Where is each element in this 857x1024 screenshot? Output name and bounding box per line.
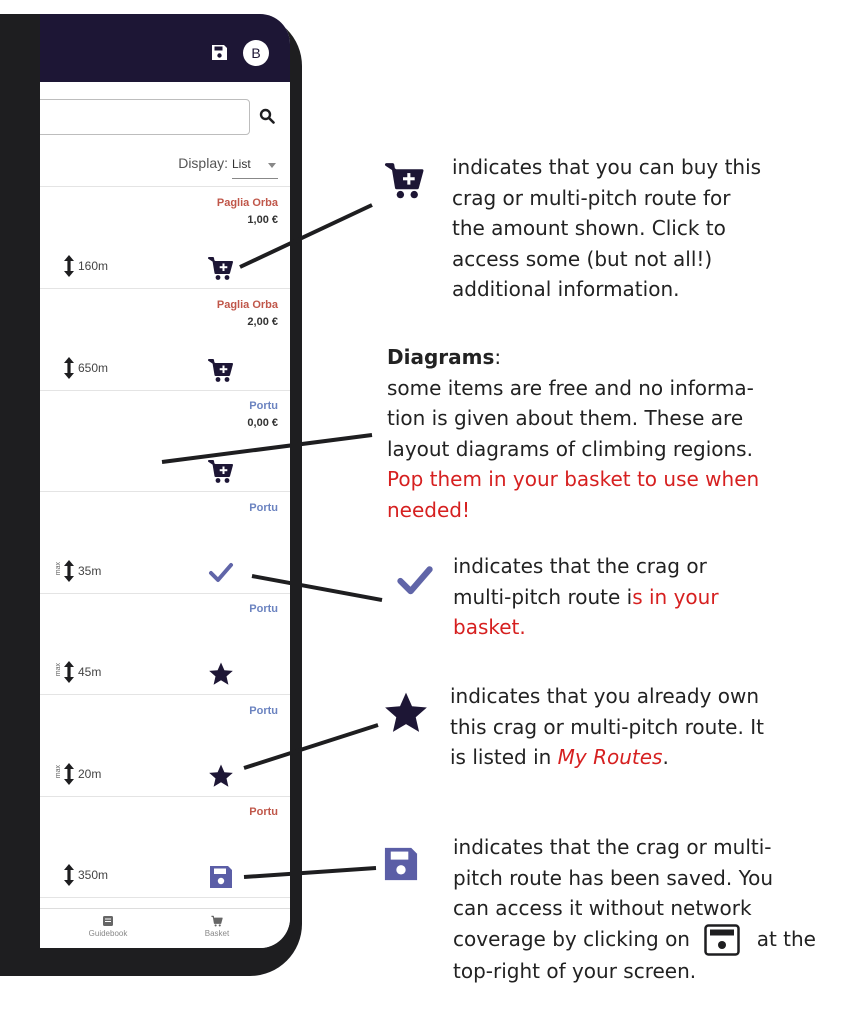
nav-basket-label: Basket <box>204 929 230 938</box>
route-region: Paglia Orba <box>216 298 278 311</box>
floppy-disk-icon <box>704 924 740 956</box>
route-height-value: 350m <box>78 868 109 882</box>
height-max-label: max <box>55 764 62 778</box>
callout-owned <box>450 681 764 773</box>
callout-diagrams-red-line: Pop them in your basket to use when <box>387 467 760 491</box>
cart-plus-icon <box>382 160 428 200</box>
callout-diagrams <box>387 342 759 525</box>
callout-saved-line: at the <box>756 926 816 951</box>
callout-owned-line: indicates that you already own <box>450 684 760 708</box>
callout-diagrams-colon: : <box>494 345 502 369</box>
route-price: 0,00 € <box>247 417 278 429</box>
route-height-value: 45m <box>78 665 102 679</box>
route-region: Portu <box>249 704 278 717</box>
leader-line-buy <box>240 205 372 267</box>
route-region: Portu <box>249 603 278 615</box>
display-mode-value: List <box>232 157 251 171</box>
display-label: Display: <box>178 155 228 171</box>
callout-basket-red: s in your <box>632 584 719 609</box>
callout-buy-line: the amount shown. Click to <box>452 216 726 240</box>
callout-basket-line: indicates that the crag or <box>453 554 707 578</box>
callout-buy <box>452 152 761 305</box>
callout-saved-line: can access it without network <box>453 896 752 920</box>
route-height-value: 20m <box>78 766 102 781</box>
leader-line-owned <box>244 725 378 768</box>
leader-line-diagrams <box>162 435 372 462</box>
callout-owned-line: this crag or multi-pitch route. It <box>450 714 764 739</box>
callout-owned-line: is listed in <box>450 745 558 769</box>
callout-saved-line: pitch route has been saved. You <box>453 865 774 890</box>
leader-line-saved <box>244 868 376 877</box>
callout-saved-line: indicates that the crag or multi- <box>453 835 772 859</box>
nav-guidebook-label: Guidebook <box>88 929 128 938</box>
callout-buy-line: indicates that you can buy this <box>452 155 762 179</box>
callout-saved <box>453 832 816 987</box>
route-height-value: 35m <box>78 563 102 578</box>
my-routes-label: My Routes <box>557 745 663 769</box>
leader-line-basket <box>252 576 382 600</box>
route-height-value: 650m <box>78 360 109 375</box>
callout-buy-line: access some (but not all!) <box>452 246 713 271</box>
height-max-label: max <box>55 663 62 677</box>
callout-saved-line: top-right of your screen. <box>453 959 697 983</box>
star-icon <box>382 690 430 736</box>
route-region: Portu <box>249 806 278 818</box>
route-region: Portu <box>249 501 278 514</box>
callout-diagrams-line: layout diagrams of climbing regions. <box>387 436 753 461</box>
callout-saved-line: coverage by clicking on <box>453 926 690 951</box>
callout-basket-line: multi-pitch route i <box>453 584 633 609</box>
check-icon <box>392 562 438 600</box>
route-height-value: 160m <box>78 259 109 273</box>
route-price: 2,00 € <box>247 315 278 328</box>
callout-diagrams-line: tion is given about them. These are <box>387 406 744 430</box>
height-max-label: max <box>55 561 62 575</box>
route-price: 1,00 € <box>247 214 278 226</box>
user-avatar[interactable]: B <box>243 40 269 66</box>
callout-diagrams-title: Diagrams <box>387 345 495 369</box>
callout-basket-red: basket. <box>453 615 526 639</box>
callout-diagrams-red-line: needed! <box>387 497 470 522</box>
route-region: Portu <box>249 400 278 412</box>
callout-buy-line: crag or multi-pitch route for <box>452 185 731 210</box>
floppy-disk-icon <box>382 845 420 883</box>
callout-basket <box>453 551 719 643</box>
route-region: Paglia Orba <box>216 197 278 209</box>
callout-buy-line: additional information. <box>452 277 680 301</box>
callout-diagrams-line: some items are free and no informa- <box>387 375 754 400</box>
callout-owned-line: . <box>662 745 669 769</box>
